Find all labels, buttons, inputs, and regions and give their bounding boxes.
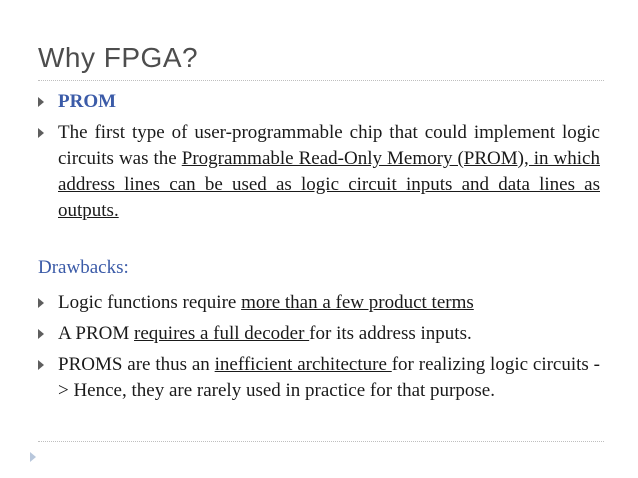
bullet-arrow-icon bbox=[38, 298, 48, 308]
text-plain: PROMS are thus an bbox=[58, 354, 215, 375]
footer-divider bbox=[38, 441, 604, 442]
title-divider bbox=[38, 80, 604, 81]
drawback-3 bbox=[58, 352, 600, 404]
prom-heading: PROM bbox=[58, 91, 117, 112]
bullet-arrow-icon bbox=[38, 360, 48, 370]
text-underlined: inefficient architecture bbox=[214, 354, 392, 375]
text-plain: Logic functions require bbox=[58, 292, 242, 313]
bullet-arrow-icon bbox=[38, 329, 48, 339]
text-plain: A PROM bbox=[58, 323, 135, 344]
slide-title: Why FPGA? bbox=[38, 42, 199, 73]
text-underlined: Programmable Read-Only Memory (PROM), in which address lines can be used as logic circuit inputs and data lines as outputs. bbox=[58, 148, 600, 221]
text-plain: The first type of user-programmable chip that could implement logic circuits was the bbox=[58, 122, 600, 169]
slide-corner-arrow-icon bbox=[30, 452, 36, 462]
text-underlined: more than a few product terms bbox=[241, 292, 474, 313]
text-plain: for realizing logic circuits -> Hence, they are rarely used in practice for that purpose. bbox=[58, 354, 600, 401]
drawbacks-label: Drawbacks: bbox=[38, 257, 129, 278]
bullet-prom bbox=[58, 89, 600, 115]
text-underlined: requires a full decoder bbox=[134, 323, 310, 344]
bullet-prom-description bbox=[58, 120, 600, 224]
drawback-2 bbox=[58, 321, 600, 347]
drawback-1 bbox=[58, 290, 600, 316]
text-plain: for its address inputs. bbox=[309, 323, 472, 344]
bullet-arrow-icon bbox=[38, 128, 48, 138]
bullet-arrow-icon bbox=[38, 97, 48, 107]
